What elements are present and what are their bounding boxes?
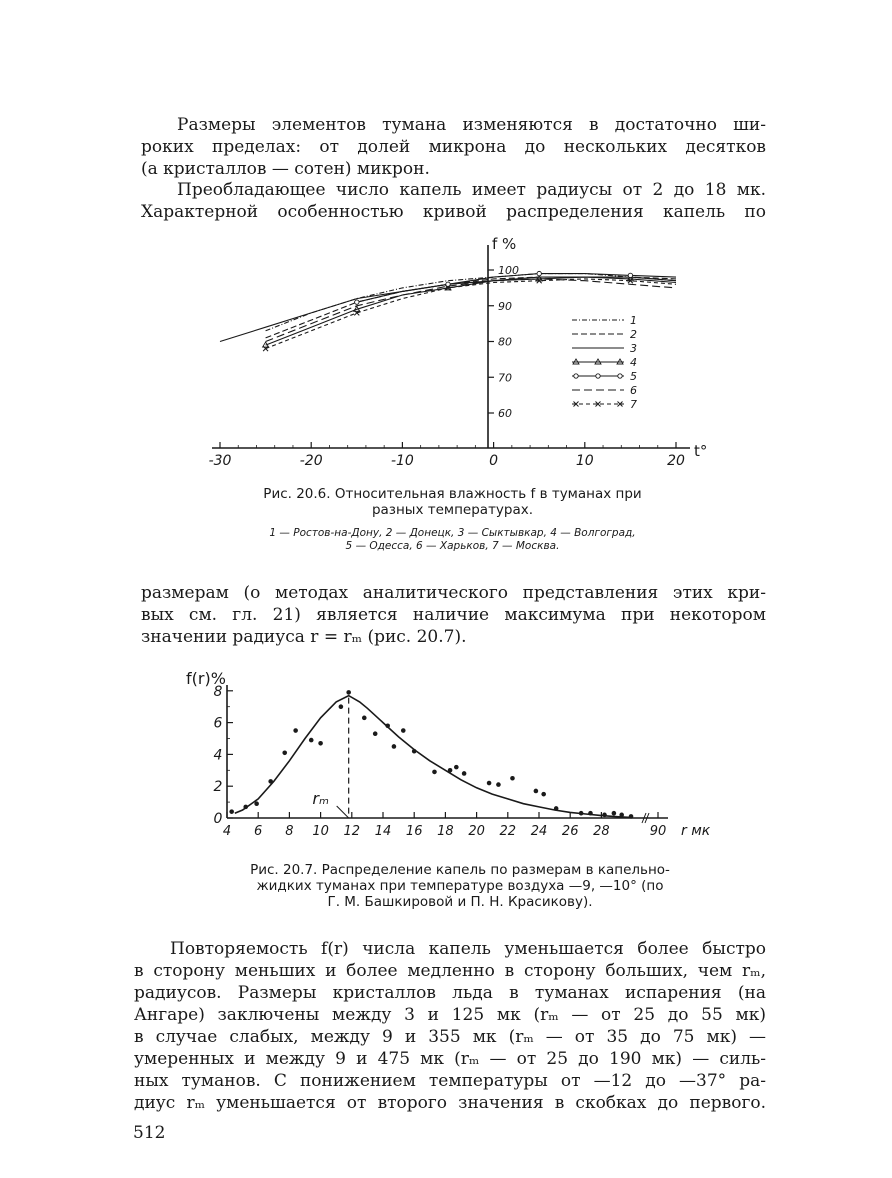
data-point	[462, 771, 467, 776]
x-tick-label: 6	[254, 824, 263, 839]
humidity-series-line-3	[220, 277, 676, 341]
x-tick-label: 14	[374, 824, 392, 839]
text-line: Повторяемость f(r) числа капель уменьшается более быстро	[170, 939, 766, 959]
paragraph-3	[141, 582, 766, 648]
text-line: диус rₘ уменьшается от второго значения в скобках до первого.	[134, 1093, 766, 1113]
data-point	[385, 723, 390, 728]
caption-line: разных температурах.	[371, 502, 534, 518]
rm-label: rₘ	[312, 789, 329, 808]
y-tick-label: 100	[498, 264, 519, 277]
x-tick-label: 22	[499, 824, 517, 839]
legend-number: 4	[630, 356, 637, 369]
y-axis-label: f %	[492, 235, 517, 253]
legend-marker	[573, 359, 579, 364]
data-point	[510, 776, 515, 781]
legend-number: 7	[630, 398, 637, 411]
data-point	[346, 690, 351, 695]
y-tick-label: 80	[498, 335, 512, 349]
y-axis-label: f(r)%	[186, 669, 226, 688]
legend-marker	[596, 402, 601, 407]
humidity-chart-axes	[209, 235, 708, 469]
data-point	[268, 779, 273, 784]
text-line: роких пределах: от долей микрона до нескольких десятков	[141, 137, 766, 157]
legend-number: 6	[630, 384, 637, 397]
x-tick-label: 8	[285, 824, 294, 839]
x-tick-label: -30	[208, 453, 232, 469]
y-tick-label: 2	[213, 779, 223, 796]
legend-number: 3	[630, 342, 637, 355]
paragraph-4	[134, 938, 766, 1114]
y-tick-label: 6	[213, 715, 223, 732]
data-point	[401, 728, 406, 733]
data-point	[579, 811, 584, 816]
legend-marker	[596, 374, 600, 378]
data-point	[454, 765, 459, 770]
data-point	[588, 811, 593, 816]
humidity-series-line-5	[357, 274, 676, 303]
legend-marker	[574, 374, 578, 378]
x-tick-label: 10	[575, 453, 594, 469]
data-point	[254, 801, 259, 806]
y-tick-label: 70	[498, 371, 512, 385]
humidity-chart-legend	[572, 314, 637, 411]
humidity-series-line-2	[266, 277, 676, 338]
x-axis-label: t°	[694, 442, 708, 460]
y-tick-label: 0	[213, 811, 223, 827]
humidity-series-marker	[536, 276, 542, 281]
text-line: в сторону меньших и более медленно в сторону больших, чем rₘ,	[134, 961, 766, 981]
legend-number: 5	[630, 370, 637, 383]
y-tick-label: 90	[498, 299, 512, 313]
text-line: (а кристаллов — сотен) микрон.	[141, 159, 430, 179]
humidity-series-line-7	[266, 279, 676, 349]
data-point	[432, 770, 437, 775]
x-tick-label: -10	[390, 453, 414, 469]
data-point	[392, 744, 397, 749]
data-point	[229, 809, 234, 814]
humidity-series-marker	[537, 271, 541, 275]
text-line: Преобладающее число капель имеет радиусы от 2 до 18 мк.	[177, 180, 766, 200]
text-line: Характерной особенностью кривой распределения капель по	[141, 202, 766, 222]
caption-line: Рис. 20.7. Распределение капель по размерам в капельно-	[250, 862, 670, 878]
x-tick-label: 16	[405, 824, 423, 839]
x-tick-label: 20	[468, 824, 485, 839]
rm-pointer	[337, 806, 349, 818]
figure-20-6-legend-text	[190, 527, 715, 553]
x-tick-label: 18	[437, 824, 454, 839]
figure-20-6-caption	[190, 486, 715, 518]
data-point	[448, 768, 453, 773]
legend-marker	[618, 374, 622, 378]
humidity-series-marker	[537, 278, 542, 283]
text-line: Ангаре) заключены между 3 и 125 мк (rₘ — от 25 до 55 мк)	[134, 1005, 766, 1025]
data-point	[554, 806, 559, 811]
legend-line: 1 — Ростов-на-Дону, 2 — Донецк, 3 — Сыктывкар, 4 — Волгоград,	[269, 527, 636, 539]
legend-marker	[618, 402, 623, 407]
humidity-series-marker	[628, 278, 633, 283]
legend-line: 5 — Одесса, 6 — Харьков, 7 — Москва.	[345, 540, 560, 552]
data-point	[629, 814, 634, 819]
data-point	[293, 728, 298, 733]
humidity-series-marker	[446, 285, 451, 290]
humidity-series-marker	[627, 276, 633, 281]
text-line: радиусов. Размеры кристаллов льда в туманах испарения (на	[134, 983, 766, 1003]
page-number: 512	[133, 1123, 166, 1143]
humidity-series-marker	[628, 273, 632, 277]
axis-break-mark	[642, 813, 649, 823]
figure-20-7-caption	[195, 862, 725, 910]
data-point	[534, 789, 539, 794]
data-point	[318, 741, 323, 746]
x-tick-label: 12	[343, 824, 361, 839]
text-line: вых см. гл. 21) является наличие максимума при некотором	[141, 605, 766, 625]
data-point	[602, 813, 607, 818]
legend-number: 1	[630, 314, 637, 327]
x-tick-label: -20	[299, 453, 323, 469]
humidity-series-marker	[263, 346, 268, 351]
caption-line: Рис. 20.6. Относительная влажность f в туманах при	[263, 486, 642, 502]
text-line: значении радиуса r = rₘ (рис. 20.7).	[141, 627, 467, 647]
data-point	[496, 782, 501, 787]
data-point	[243, 805, 248, 810]
humidity-series-marker	[354, 310, 359, 315]
droplet-chart-curve	[235, 696, 633, 818]
x-tick-label: 0	[489, 453, 499, 469]
x-tick-label: 26	[561, 824, 579, 839]
paragraph-1	[141, 114, 766, 180]
data-point	[339, 704, 344, 709]
y-tick-label: 4	[213, 747, 223, 764]
caption-line: жидких туманах при температуре воздуха —9, —10° (по	[256, 878, 664, 894]
x-axis-label: r мк	[681, 823, 711, 839]
legend-marker	[617, 359, 623, 364]
data-point	[619, 813, 624, 818]
legend-number: 2	[630, 328, 637, 341]
data-point	[282, 751, 287, 756]
x-tick-label: 20	[667, 453, 685, 469]
data-point	[373, 731, 378, 736]
paragraph-2	[141, 179, 766, 223]
x-tick-label: 28	[593, 824, 610, 839]
x-tick-label: 10	[312, 824, 329, 839]
caption-line: Г. М. Башкировой и П. Н. Красикову).	[327, 894, 593, 910]
y-tick-label: 60	[498, 407, 512, 420]
humidity-chart-lines	[220, 271, 676, 351]
x-tick-label: 24	[530, 824, 548, 839]
x-tick-label: 4	[222, 824, 232, 839]
data-point	[541, 792, 546, 797]
data-point	[362, 716, 367, 721]
legend-marker	[595, 359, 601, 364]
data-point	[412, 749, 417, 754]
data-point	[487, 781, 492, 786]
droplet-chart-axes	[186, 669, 711, 839]
distribution-curve	[235, 696, 633, 818]
humidity-series-marker	[354, 306, 360, 311]
text-line: Размеры элементов тумана изменяются в достаточно ши-	[177, 115, 766, 135]
humidity-series-marker	[445, 285, 451, 290]
humidity-series-line-6	[266, 279, 676, 342]
text-line: умеренных и между 9 и 475 мк (rₘ — от 25 до 190 мк) — силь-	[134, 1049, 766, 1069]
humidity-series-marker	[446, 282, 450, 286]
humidity-series-line-4	[266, 277, 676, 345]
y-tick-label: 8	[213, 683, 223, 700]
text-line: в случае слабых, между 9 и 355 мк (rₘ — от 35 до 75 мк) —	[134, 1027, 766, 1047]
legend-marker	[574, 402, 579, 407]
text-line: ных туманов. С понижением температуры от —12 до —37° ра-	[134, 1071, 766, 1091]
x-tick-label: 90	[649, 824, 667, 839]
data-point	[612, 811, 617, 816]
humidity-series-marker	[263, 342, 269, 347]
humidity-series-marker	[355, 300, 359, 304]
data-point	[309, 738, 314, 743]
humidity-series-line-1	[266, 274, 676, 331]
droplet-chart-points	[229, 690, 633, 819]
text-line: размерам (о методах аналитического представления этих кри-	[141, 583, 766, 603]
